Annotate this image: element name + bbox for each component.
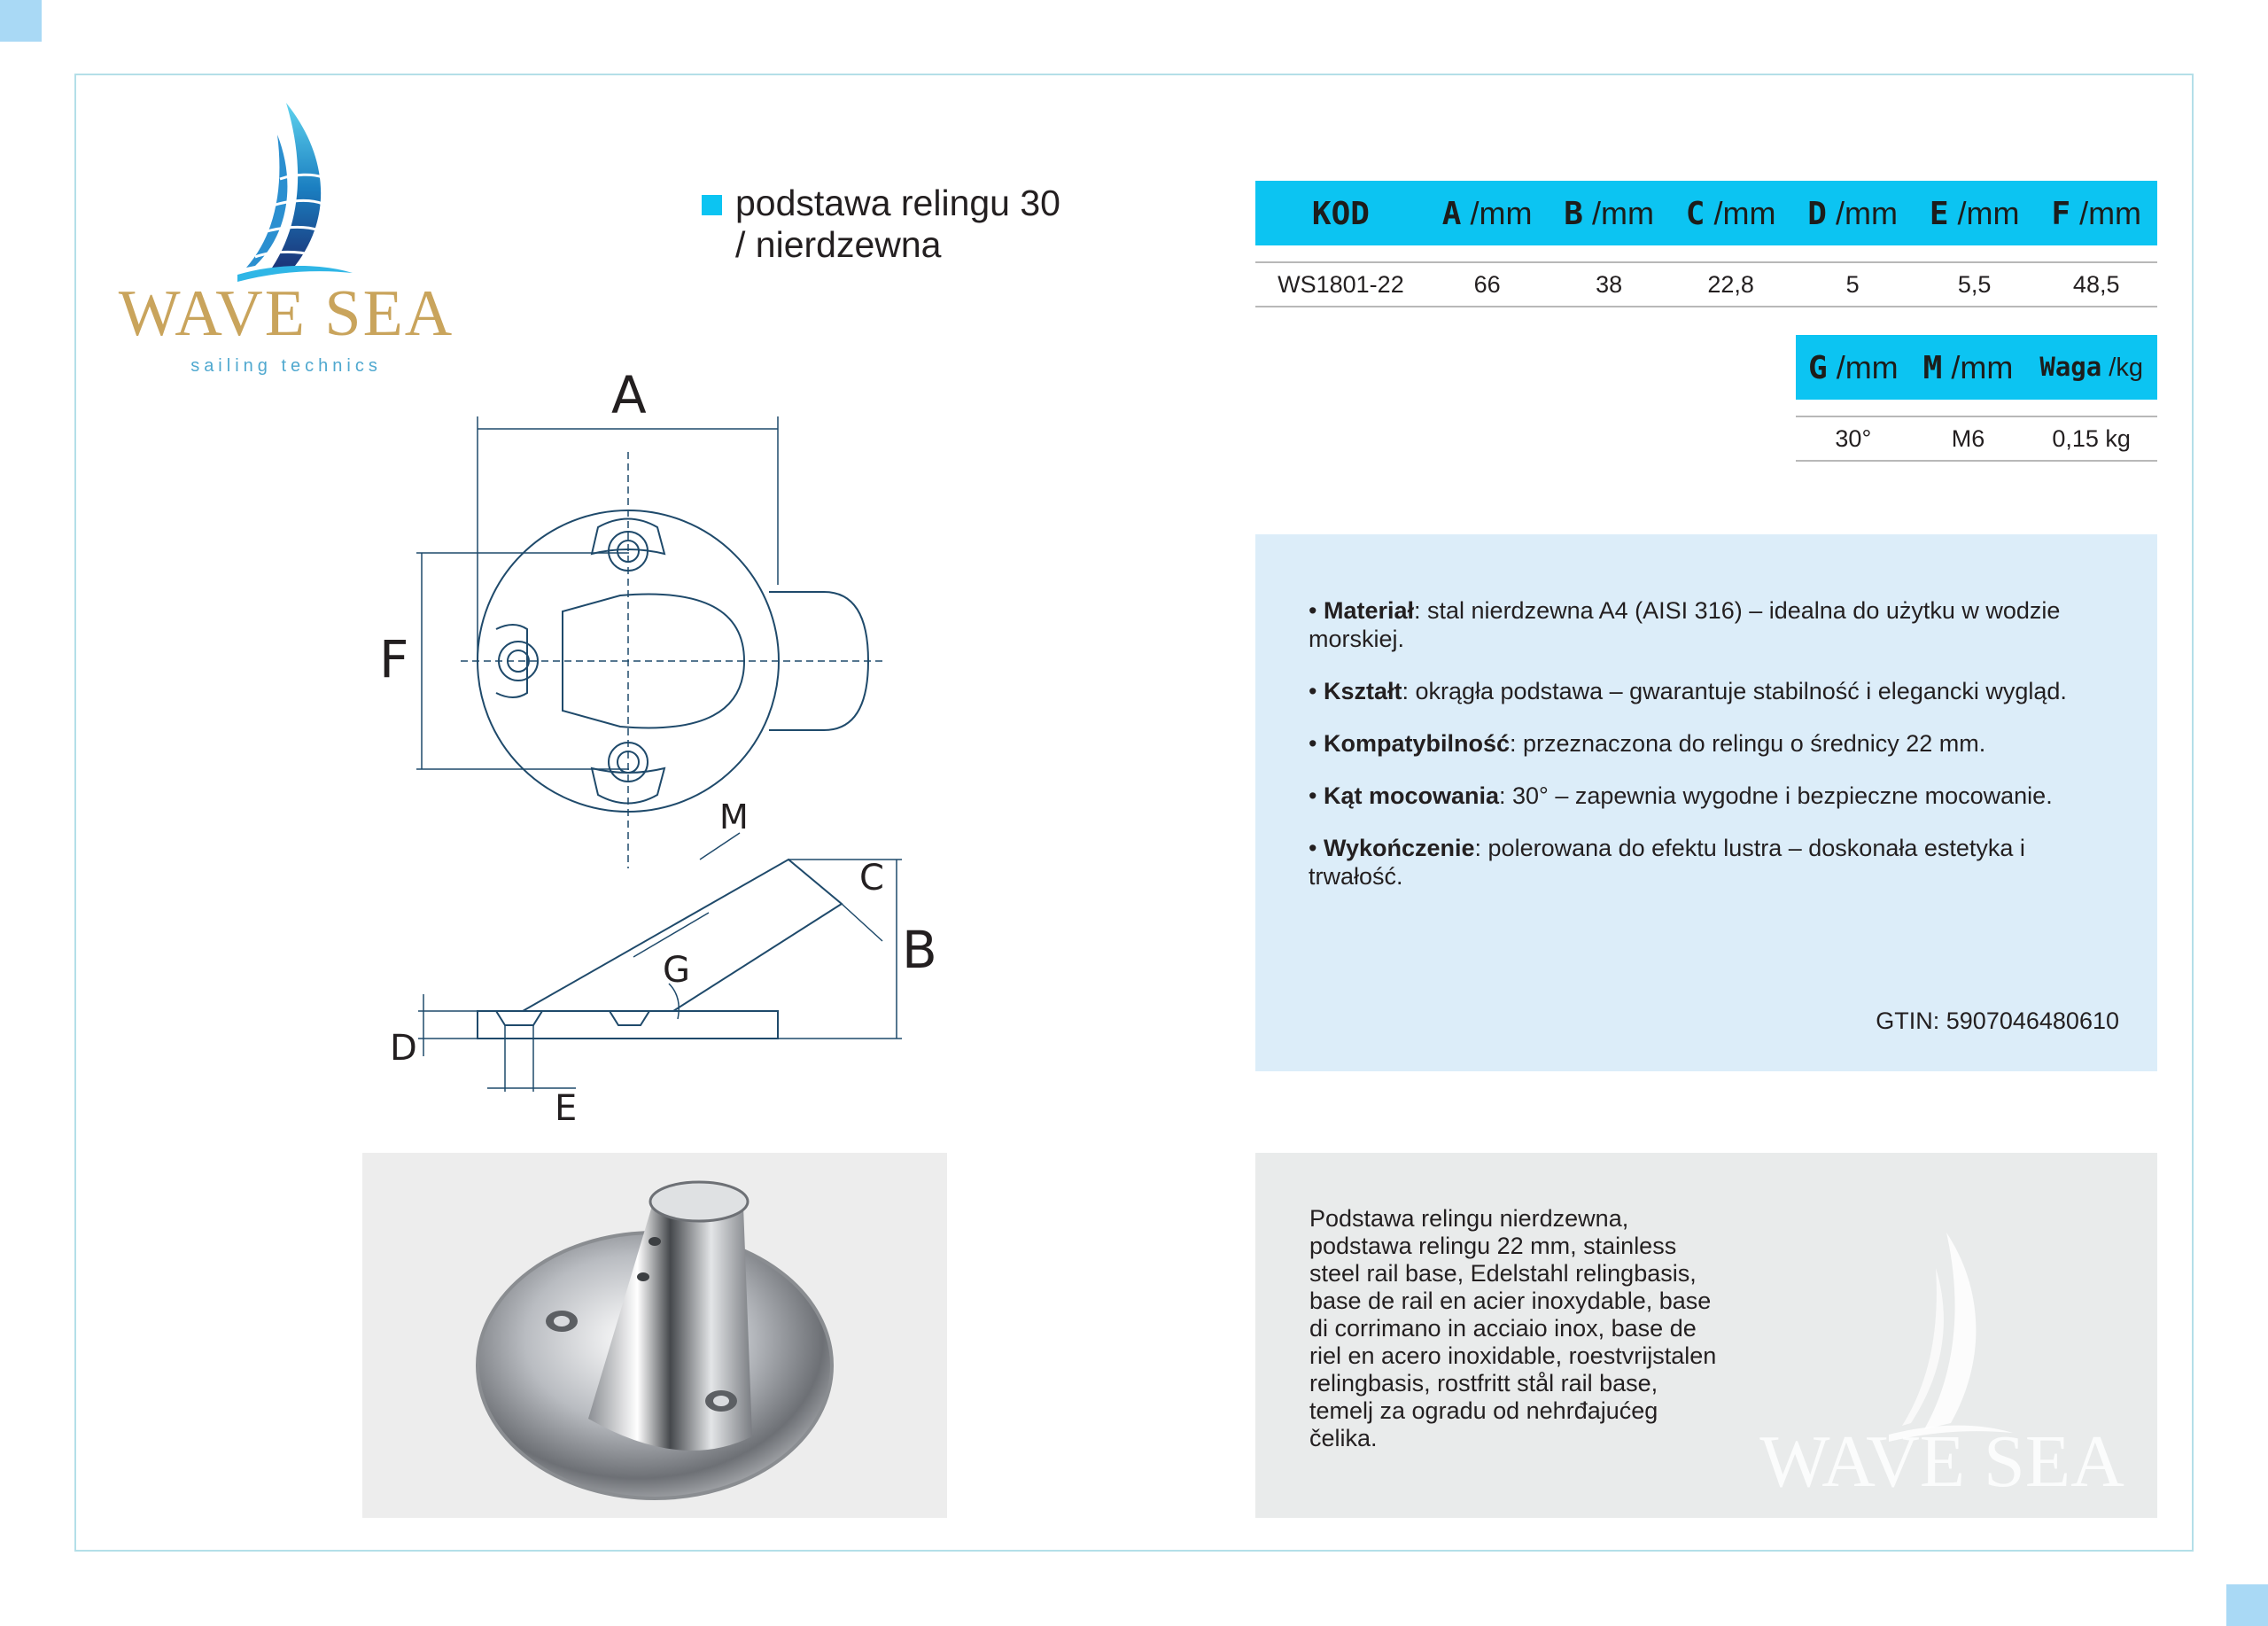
header-kod: KOD (1255, 181, 1426, 245)
header-b: B /mm (1548, 181, 1670, 245)
description-text: Podstawa relingu nierdzewna, podstawa relingu 22 mm, stainless steel rail base, Edelstahl relingbasis, base de rail en acier inoxydable, base di corrimano in acciaio inox, base de riel en acero inoxidable, roestvrijstalen relingbasis, rostfritt stål rail base, temelj za ogradu od nehrđajućeg čelika. (1309, 1205, 1717, 1451)
corner-marker-bottom-right (2226, 1584, 2268, 1626)
dim-label-e: E (555, 1088, 578, 1129)
dim-label-b: B (902, 920, 937, 980)
feature-item: • Kąt mocowania: 30° – zapewnia wygodne i bezpieczne mocowanie. (1309, 782, 2053, 809)
corner-marker-top-left (0, 0, 42, 42)
description-panel (1255, 1153, 2157, 1518)
dim-label-a: A (611, 365, 647, 425)
header-f: F /mm (2035, 181, 2157, 245)
feature-item: • Kształt: okrągła podstawa – gwarantuje stabilność i elegancki wygląd. (1309, 678, 2067, 704)
spec-table-header (1255, 181, 2157, 245)
dim-label-f: F (379, 629, 409, 689)
gtin-code: GTIN: 5907046480610 (1876, 1007, 2119, 1034)
header-d: D /mm (1791, 181, 1914, 245)
cell-b: 38 (1548, 262, 1670, 307)
brand-logo (113, 99, 459, 383)
header-g: G /mm (1796, 335, 1911, 400)
cell-e: 5,5 (1914, 262, 2036, 307)
cell-m: M6 (1911, 416, 2026, 461)
product-photo (362, 1153, 947, 1518)
spec-table-extra (1796, 335, 2157, 462)
dim-label-c: C (859, 858, 884, 899)
brand-tagline: sailing technics (190, 356, 382, 376)
cell-f: 48,5 (2035, 262, 2157, 307)
dim-label-d: D (390, 1028, 417, 1069)
header-m: M /mm (1911, 335, 2026, 400)
feature-item: • Materiał: stal nierdzewna A4 (AISI 316) – idealna do użytku w wodzie morskiej. (1309, 597, 2061, 652)
header-e: E /mm (1914, 181, 2036, 245)
cell-c: 22,8 (1670, 262, 1792, 307)
cell-waga: 0,15 kg (2025, 416, 2157, 461)
dim-label-m: M (719, 797, 749, 836)
product-title: podstawa relingu 30 / nierdzewna (735, 183, 1060, 265)
sail-logo-icon (113, 99, 459, 285)
cell-kod: WS1801-22 (1255, 262, 1426, 307)
technical-drawing (372, 363, 957, 1143)
table-row (1255, 262, 2157, 307)
spec-table-header (1796, 335, 2157, 400)
brand-name: WAVE SEA (118, 277, 454, 350)
feature-item: • Wykończenie: polerowana do efektu lustra – doskonała estetyka i trwałość. (1309, 835, 2025, 890)
features-panel (1255, 534, 2157, 1071)
spec-table-dimensions (1255, 181, 2157, 307)
cell-a: 66 (1426, 262, 1549, 307)
header-c: C /mm (1670, 181, 1792, 245)
table-row (1796, 416, 2157, 461)
title-bullet (702, 195, 722, 215)
header-waga: Waga /kg (2025, 335, 2157, 400)
dim-label-g: G (663, 950, 690, 991)
cell-d: 5 (1791, 262, 1914, 307)
header-a: A /mm (1426, 181, 1549, 245)
cell-g: 30° (1796, 416, 1911, 461)
feature-item: • Kompatybilność: przeznaczona do relingu o średnicy 22 mm. (1309, 730, 1986, 757)
watermark-text: WAVE SEA (1759, 1420, 2124, 1503)
